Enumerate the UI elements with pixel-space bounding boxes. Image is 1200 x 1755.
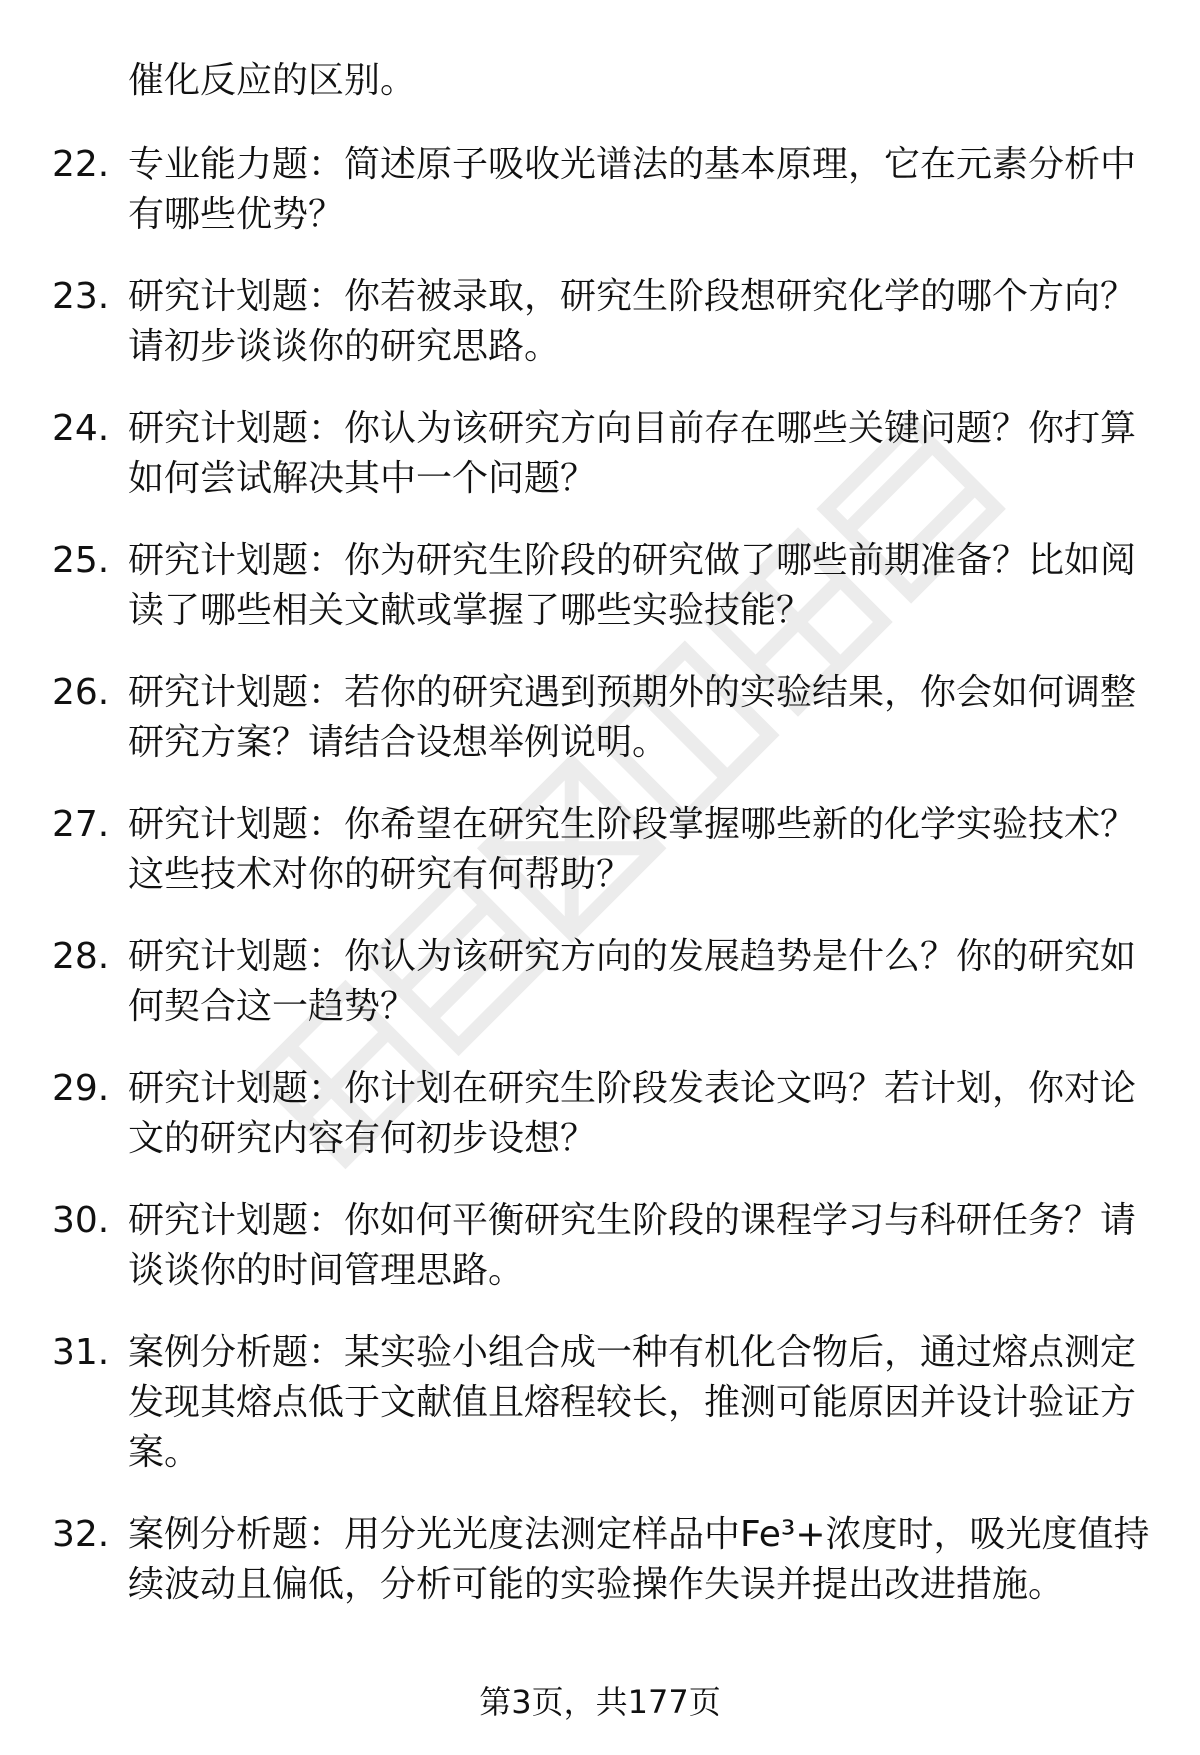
question-number: 30.	[52, 1200, 110, 1241]
question-number: 29.	[52, 1068, 110, 1109]
question-line: 发现其熔点低于文献值且熔程较长，推测可能原因并设计验证方	[128, 1382, 1137, 1423]
question-line: 请初步谈谈你的研究思路。	[128, 326, 561, 367]
question-line: 案例分析题：某实验小组合成一种有机化合物后，通过熔点测定	[128, 1332, 1137, 1373]
question-text	[128, 800, 1148, 900]
question-line: 谈谈你的时间管理思路。	[128, 1250, 525, 1291]
question-number: 32.	[52, 1514, 110, 1555]
question-text	[128, 140, 1148, 240]
question-text	[128, 1064, 1148, 1164]
question-line: 研究计划题：你认为该研究方向目前存在哪些关键问题？你打算	[128, 408, 1137, 449]
question-line: 研究计划题：你如何平衡研究生阶段的课程学习与科研任务？请	[128, 1200, 1137, 1241]
question-line: 专业能力题：简述原子吸收光谱法的基本原理，它在元素分析中	[128, 144, 1137, 185]
question-line: 研究计划题：若你的研究遇到预期外的实验结果，你会如何调整	[128, 672, 1137, 713]
question-number: 22.	[52, 144, 110, 185]
question-text	[128, 1328, 1148, 1478]
question-item-25	[0, 536, 1200, 636]
question-list	[0, 140, 1200, 1642]
question-number: 25.	[52, 540, 110, 581]
question-item-26	[0, 668, 1200, 768]
question-line: 研究计划题：你希望在研究生阶段掌握哪些新的化学实验技术？	[128, 804, 1137, 845]
question-line: 何契合这一趋势？	[128, 986, 417, 1027]
question-number: 23.	[52, 276, 110, 317]
question-line: 读了哪些相关文献或掌握了哪些实验技能？	[128, 590, 813, 631]
question-text	[128, 1510, 1148, 1610]
question-line: 有哪些优势？	[128, 194, 345, 235]
question-number: 26.	[52, 672, 110, 713]
question-line: 案例分析题：用分光光度法测定样品中Fe³+浓度时，吸光度值持	[128, 1514, 1150, 1555]
question-text	[128, 1196, 1148, 1296]
question-line: 研究计划题：你计划在研究生阶段发表论文吗？若计划，你对论	[128, 1068, 1137, 1109]
question-line: 研究计划题：你为研究生阶段的研究做了哪些前期准备？比如阅	[128, 540, 1137, 581]
question-number: 24.	[52, 408, 110, 449]
question-item-28	[0, 932, 1200, 1032]
question-item-29	[0, 1064, 1200, 1164]
question-item-30	[0, 1196, 1200, 1296]
question-line: 这些技术对你的研究有何帮助？	[128, 854, 633, 895]
question-number: 28.	[52, 936, 110, 977]
question-line: 研究计划题：你认为该研究方向的发展趋势是什么？你的研究如	[128, 936, 1137, 977]
question-number: 31.	[52, 1332, 110, 1373]
question-line: 研究方案？请结合设想举例说明。	[128, 722, 669, 763]
question-line: 研究计划题：你若被录取，研究生阶段想研究化学的哪个方向？	[128, 276, 1137, 317]
question-number: 27.	[52, 804, 110, 845]
question-item-24	[0, 404, 1200, 504]
question-line: 文的研究内容有何初步设想？	[128, 1118, 597, 1159]
question-item-31	[0, 1328, 1200, 1478]
question-text	[128, 404, 1148, 504]
question-text	[128, 668, 1148, 768]
question-item-22	[0, 140, 1200, 240]
question-item-23	[0, 272, 1200, 372]
question-item-27	[0, 800, 1200, 900]
question-text	[128, 932, 1148, 1032]
page-number-footer: 第3页，共177页	[479, 1683, 721, 1721]
question-text	[128, 272, 1148, 372]
question-line: 续波动且偏低，分析可能的实验操作失误并提出改进措施。	[128, 1564, 1065, 1605]
question-text	[128, 536, 1148, 636]
continuation-text: 催化反应的区别。	[128, 60, 417, 101]
question-line: 如何尝试解决其中一个问题？	[128, 458, 597, 499]
question-line: 案。	[128, 1432, 201, 1473]
question-item-32	[0, 1510, 1200, 1610]
